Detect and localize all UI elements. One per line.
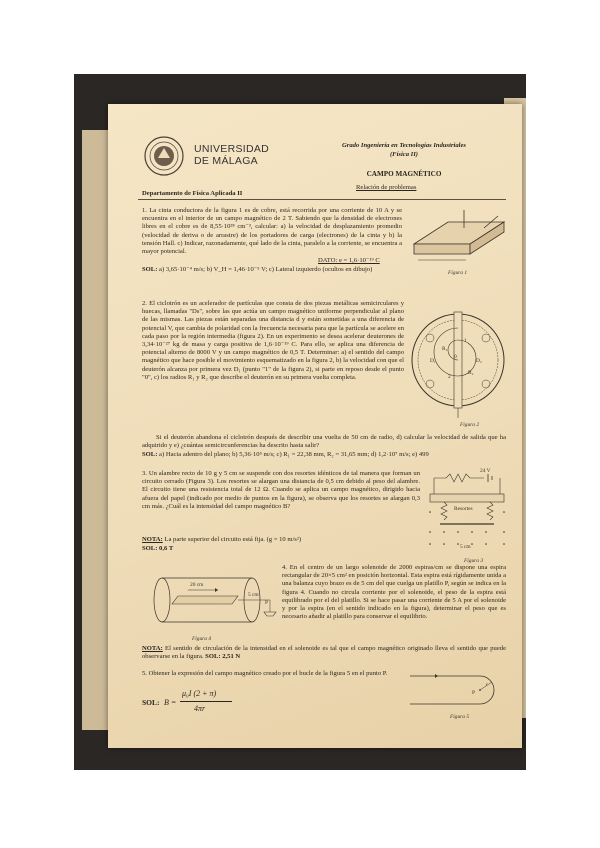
formula-denominator: 4πr xyxy=(194,704,206,713)
problem-2-text-continued: Si el deuterón abandona el ciclotrón después de describir una vuelta de 50 cm de radio, d) calcular la velocidad de salida que ha adquirido y e) ¿cuántas semicircunferencias ha descrito hasta salir? xyxy=(142,434,506,450)
formula-fraction-bar xyxy=(180,701,232,702)
university-name-line1: UNIVERSIDAD xyxy=(194,143,270,155)
figure-5-caption: Figura 5 xyxy=(450,714,470,720)
figure-2-label-d2: D₂ xyxy=(476,358,482,364)
problem-5-text: 5. Obtener la expresión del campo magnético creado por el bucle de la figura 5 en el punto P. xyxy=(142,670,388,677)
figure-5-label-p: P xyxy=(472,690,475,696)
figure-5-label-r: r xyxy=(486,682,488,688)
figure-2-label-r1: R₁ xyxy=(442,346,448,352)
degree-title: Grado Ingeniería en Tecnologías Industriales xyxy=(342,142,466,149)
topic-title: CAMPO MAGNÉTICO xyxy=(366,170,442,178)
figure-2-cyclotron xyxy=(408,302,508,420)
figure-3-label-length: 5 cm xyxy=(460,544,471,550)
figure-2-caption: Figura 2 xyxy=(460,422,480,428)
figure-1-caption: Figura 1 xyxy=(448,270,468,276)
figure-3-label-springs: Resortes xyxy=(454,506,473,512)
figure-3-label-voltage: 24 V xyxy=(480,468,491,474)
problem-1-data: DATO: e = 1,6·10⁻¹⁹ C xyxy=(318,257,380,264)
document-photo xyxy=(74,74,526,770)
header-rule xyxy=(138,199,506,200)
problem-4-note: NOTA: El sentido de circulación de la intensidad en el solenoide es tal que el campo magnético originado lleva el sentido que puede observarse en la figura. SOL: 2,51 N xyxy=(142,645,506,661)
problem-sheet xyxy=(108,104,522,748)
formula-numerator: μ₀I (2 + π) xyxy=(182,689,217,698)
figure-1-drawing xyxy=(408,208,508,266)
sheet-type: Relación de problemas xyxy=(356,184,417,191)
figure-2-label-2: 2 xyxy=(448,374,451,380)
figure-2-label-0: 0 xyxy=(454,354,457,360)
figure-4-label-p: P xyxy=(265,600,268,606)
formula-lhs: B = xyxy=(164,698,177,707)
problem-3-text: 3. Un alambre recto de 10 g y 5 cm se suspende con dos resortes idénticos de tal manera que forman un circuito cerrado (Figura 3). Los resortes se alargan una distancia de 0,5 cm debido al peso del alambre. El circuito tiene una resistencia total de 12 Ω. Cuando se aplica un campo magnético, dirigido hacia afuera del papel (indicado por medio de puntos en la figura), se observa que los resortes se alargan 0,3 cm más. ¿Cuál es la intensidad del campo magnético B? xyxy=(142,470,420,510)
figure-4-label-5cm: 5 cm xyxy=(248,592,259,598)
seal-icon xyxy=(144,136,184,176)
problem-2-solution: SOL: a) Hacia adentro del plano; b) 5,36·10⁵ m/s; c) R₁ = 22,38 mm, R₂ = 31,65 mm; d) 1,2·10⁷ m/s; e) 499 xyxy=(142,451,429,458)
figure-5-loop xyxy=(408,670,508,710)
problem-2-text: 2. El ciclotrón es un acelerador de partículas que consta de dos piezas metálicas semicirculares y huecas, llamadas "Ds", sobre las que actúa un campo magnético uniforme perpendicular al plano de las mismas. Las piezas están separadas una distancia d y están sometidas a una diferencia de potencial V, que cambia de polaridad con la frecuencia necesaria para que la partícula se acelere en cada paso por la región intermedia (figura 2). En un experimento se desea acelerar deuterones de 3,34·10⁻²⁷ kg de masa y carga positiva de 1,6·10⁻¹⁹ C. Para ello, se aplica una diferencia de potencial alterno de 8000 V y un campo magnético de 0,5 T. Determinar: a) el sentido del campo magnético que hace posible el movimiento esquematizado en la figura 2, b) la velocidad con que el deuterón alcanza por primera vez D₁ (punto "1" de la figura 2), si parte en reposo desde el punto "0", c) los radios R₁ y R₂ que describe el deuterón en su primera vuelta completa. xyxy=(142,300,404,381)
university-logo xyxy=(144,136,184,176)
figure-4-caption: Figura 4 xyxy=(192,636,212,642)
figure-2-label-1: 1 xyxy=(464,338,467,344)
department-name: Departamento de Física Aplicada II xyxy=(142,190,243,197)
figure-2-label-r2: R₂ xyxy=(468,370,474,376)
problem-3-solution: SOL: 0,6 T xyxy=(142,545,174,552)
problem-1-solution: SOL: a) 3,65·10⁻⁴ m/s; b) V_H = 1,46·10⁻⁵ V; c) Lateral izquierdo (ocultos en dibujo) xyxy=(142,266,373,273)
problem-5-formula xyxy=(164,689,264,719)
problem-4-text: 4. En el centro de un largo solenoide de 2000 espiras/cm se dispone una espira rectangular de 20×5 cm² en posición horizontal. Esta espira está rígidamente unida a una balanza cuyo brazo es de 5 cm del que cuelga un platillo P, según se indica en la figura 4. Cuando no circula corriente por el solenoide, el peso de la espira está equilibrado por el del platillo. Si se hace pasar una corriente de 5 A por el solenoide y por la espira (en el sentido indicado en la figura), determinar el peso que es necesario añadir al platillo para conservar el equilibrio. xyxy=(282,564,506,621)
problem-5-solution-label: SOL: xyxy=(142,698,160,707)
problem-3-note: NOTA: La parte superior del circuito está fija. (g = 10 m/s²) xyxy=(142,536,302,543)
university-name-line2: DE MÁLAGA xyxy=(194,155,258,167)
problem-1-text: 1. La cinta conductora de la figura 1 es de cobre, está recorrida por una corriente de 10 A y se encuentra en el interior de un campo magnético de 2 T. Sabiendo que la densidad de electrones libres en el cobre es de 8,55·10²⁸ cm⁻³, calcular: a) la velocidad de desplazamiento promedio (velocidad de deriva o de arrastre) de los portadores de carga (electrones) de la cinta y b) la tensión Hall. c) Indicar, razonadamente, qué lado de la cinta, paralelo a la corriente, se encuentra a mayor potencial. xyxy=(142,207,402,256)
figure-4-label-20cm: 20 cm xyxy=(190,582,204,588)
figure-3-caption: Figura 3 xyxy=(464,558,484,564)
subject-title: (Física II) xyxy=(389,151,419,158)
figure-2-label-d1: D₁ xyxy=(430,358,436,364)
figure-4-drawing xyxy=(148,572,276,632)
